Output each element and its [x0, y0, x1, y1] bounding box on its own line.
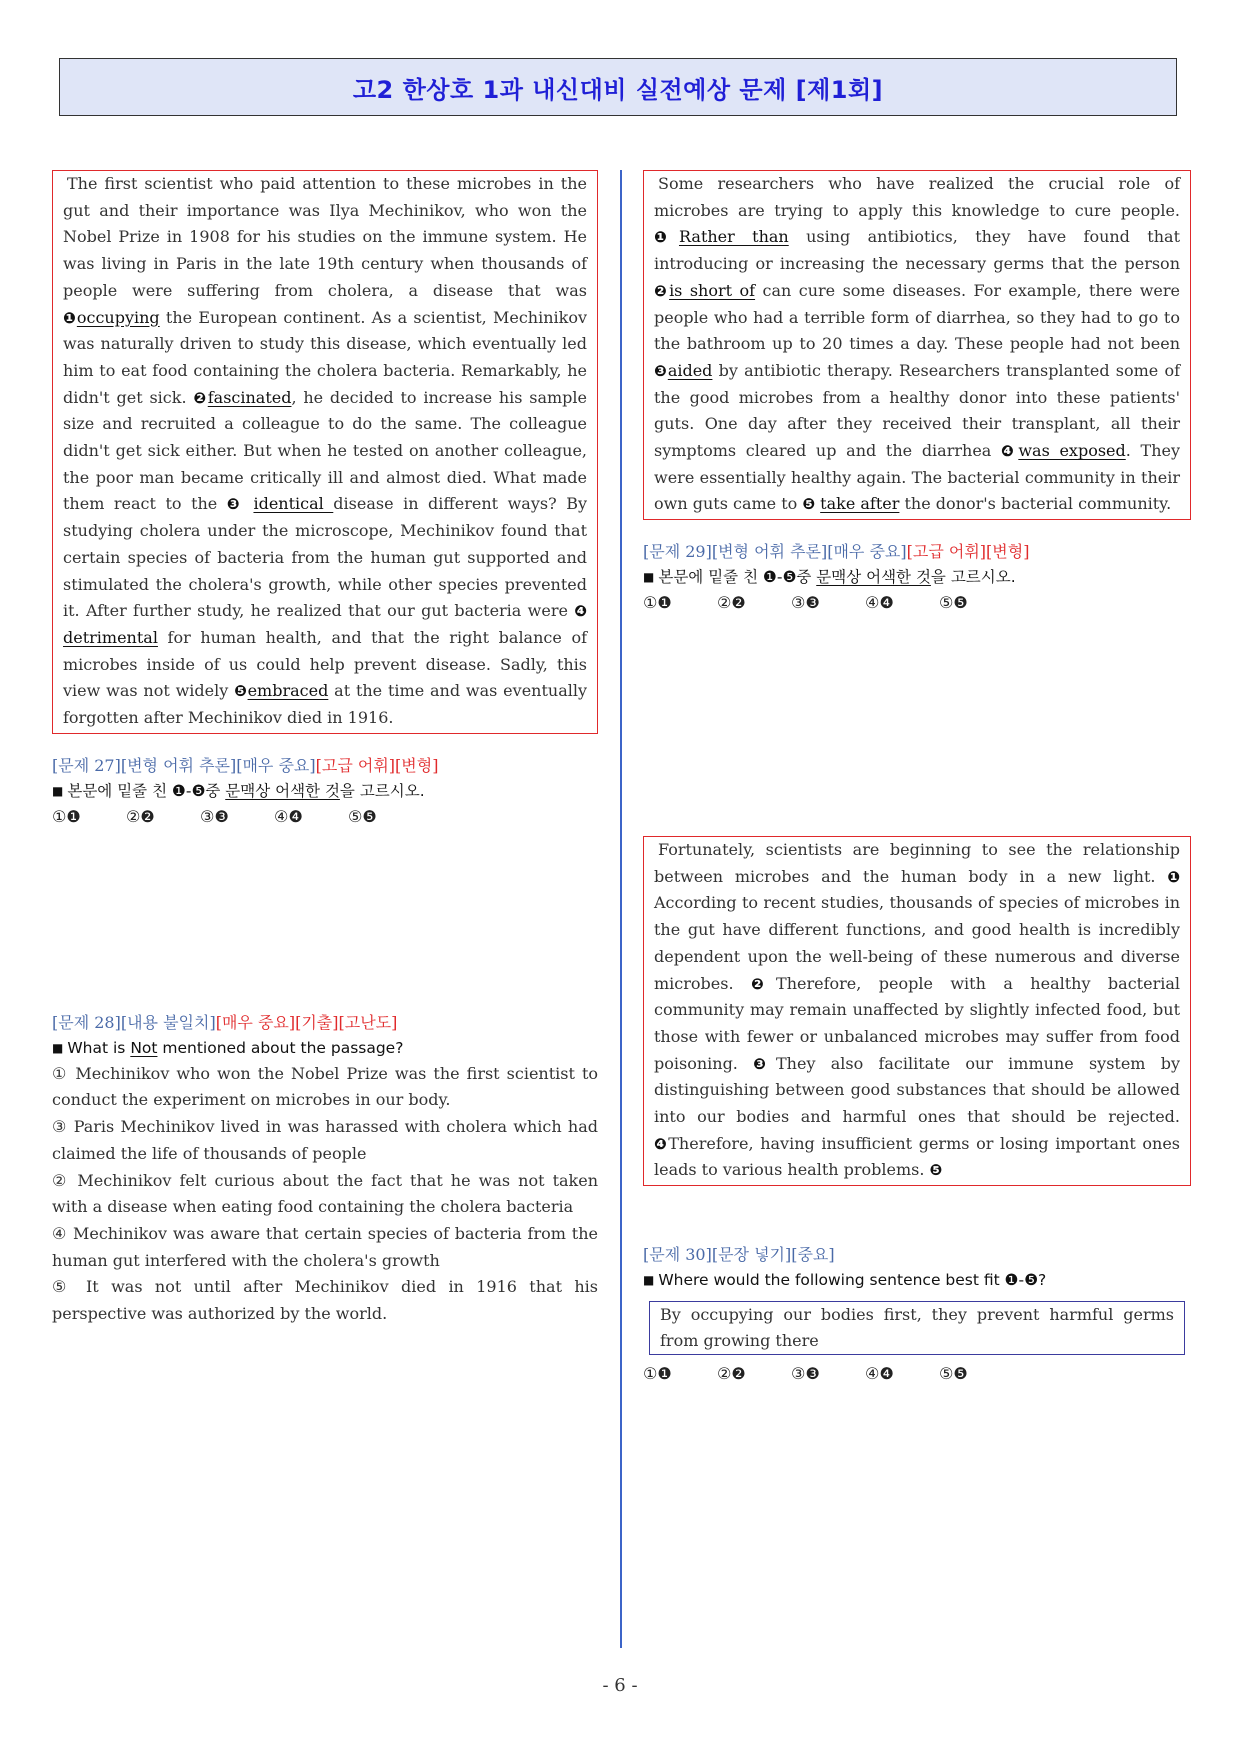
underlined-word-1: occupying: [76, 307, 160, 327]
stem-text: mentioned about the passage?: [157, 1038, 404, 1057]
stem-text: 본문에 밑줄 친 ❶-❺중: [67, 781, 226, 800]
passage-27: [52, 170, 598, 734]
choice-2[interactable]: ②❷: [717, 1364, 746, 1383]
choice-3[interactable]: ③❸: [791, 1364, 820, 1383]
passage-29: [643, 170, 1191, 520]
title-box: [59, 58, 1177, 116]
marker-2: ❷: [193, 388, 208, 407]
passage-text: by antibiotic therapy. Researchers transplanted some of the good microbes from a healthy donor into these patients' guts. One day after they received their transplant, all their symptoms cleared up and the diarrhea: [654, 360, 1181, 461]
passage-text: disease in different ways? By studying cholera under the microscope, Mechinikov found that certain species of bacteria from the human gut supported and stimulated the cholera's growth, while other species prevented it. After further study, he realized that our gut bacteria were: [63, 494, 587, 621]
choice-1[interactable]: ①❶: [643, 593, 672, 613]
underlined-word-5: embraced: [247, 681, 329, 701]
stem-text: 본문에 밑줄 친 ❶-❺중: [658, 568, 817, 587]
passage-text: the donor's bacterial community.: [899, 494, 1172, 514]
question-28-header: [52, 1010, 598, 1035]
question-tag: [문제 28][내용 불일치]: [52, 1012, 216, 1032]
marker-5: ❺: [234, 682, 248, 701]
marker-3: ❸: [654, 361, 668, 380]
question-29-choices: [643, 590, 1191, 616]
choice-4[interactable]: ④❹: [865, 1364, 894, 1383]
marker-1: ❶: [1167, 867, 1180, 886]
passage-30: [643, 836, 1191, 1186]
stem-underlined: 문맥상 어색한 것: [816, 568, 931, 587]
question-tag-red: [매우 중요][기출][고난도]: [215, 1012, 398, 1032]
marker-1: ❶: [63, 308, 77, 327]
question-28-options: [52, 1061, 598, 1328]
marker-4: ❹: [654, 1134, 669, 1153]
underlined-word-4: was exposed: [1018, 441, 1126, 461]
stem-text: 을 고르시오.: [930, 568, 1016, 587]
question-30-stem: [643, 1267, 1191, 1293]
question-tag-red: [고급 어휘][변형]: [906, 542, 1030, 562]
question-27-stem: [52, 778, 598, 804]
option-4[interactable]: ④ Mechinikov was aware that certain species of bacteria from the human gut interfered with the cholera's growth: [52, 1223, 598, 1270]
question-30-header: [643, 1242, 1191, 1267]
passage-text: Therefore, people with a healthy bacterial community may remain unaffected by slightly infected food, but those with fewer or unbalanced microbes may suffer from food poisoning.: [654, 973, 1180, 1073]
underlined-word-1: Rather than: [678, 227, 789, 247]
underlined-word-4: detrimental: [63, 627, 158, 647]
question-30-block: [643, 1242, 1191, 1387]
marker-5: ❺: [802, 495, 816, 514]
passage-text: for human health, and that the right balance of microbes inside of us could help prevent disease. Sadly, this view was not widely: [63, 627, 587, 701]
marker-4: ❹: [1001, 442, 1019, 461]
square-bullet-icon: ■: [643, 1273, 655, 1287]
marker-5: ❺: [929, 1161, 943, 1180]
marker-4: ❹: [574, 602, 587, 621]
underlined-word-3: identical: [253, 494, 334, 514]
choice-1[interactable]: ①❶: [643, 1364, 672, 1383]
passage-text: They also facilitate our immune system by distinguishing between good substances that should be allowed into our bodies and harmful ones that should be rejected.: [654, 1053, 1181, 1127]
stem-text: Where would the following sentence best fit ❶-❺?: [658, 1271, 1047, 1289]
passage-text: Some researchers who have realized the crucial role of microbes are trying to apply this knowledge to cure people.: [654, 174, 1180, 220]
option-2[interactable]: ② Mechinikov felt curious about the fact that he was not taken with a disease when eating food containing the cholera bacteria: [52, 1170, 598, 1217]
choice-5[interactable]: ⑤❺: [348, 806, 377, 826]
marker-3: ❸: [753, 1054, 776, 1073]
option-5[interactable]: ⑤ It was not until after Mechinikov died in 1916 that his perspective was authorized by the world.: [52, 1277, 598, 1324]
question-tag: [문제 29][변형 어휘 추론][매우 중요]: [643, 542, 907, 562]
choice-4[interactable]: ④❹: [274, 806, 303, 826]
choice-1[interactable]: ①❶: [52, 806, 81, 826]
question-30-choices: [643, 1361, 1191, 1387]
question-27-choices: [52, 804, 598, 830]
stem-text: 을 고르시오.: [339, 781, 425, 800]
passage-text: . They were essentially healthy again. The bacterial community in their own guts came to: [654, 441, 1181, 514]
passage-text: at the time and was eventually forgotten after Mechinikov died in 1916.: [63, 681, 588, 728]
choice-4[interactable]: ④❹: [865, 593, 894, 613]
passage-text: Fortunately, scientists are beginning to see the relationship between microbes and the human body in a new light.: [654, 840, 1180, 886]
question-29-header: [643, 539, 1191, 564]
square-bullet-icon: ■: [52, 1040, 64, 1055]
page-number: - 6 -: [602, 1675, 638, 1696]
underlined-word-3: aided: [667, 360, 713, 380]
underlined-word-2: is short of: [669, 280, 756, 300]
square-bullet-icon: ■: [52, 783, 64, 798]
marker-3: ❸: [226, 495, 244, 514]
choice-3[interactable]: ③❸: [200, 806, 229, 826]
page-title: 고2 한상호 1과 내신대비 실전예상 문제 [제1회]: [352, 75, 884, 104]
given-sentence-box: By occupying our bodies first, they prevent harmful germs from growing there: [649, 1301, 1185, 1355]
right-column: [643, 170, 1191, 1383]
underlined-word-2: fascinated: [207, 387, 292, 407]
question-29-stem: [643, 564, 1191, 590]
passage-text: Therefore, having insufficient germs or losing important ones leads to various health problems.: [654, 1133, 1181, 1180]
marker-1: ❶: [654, 228, 679, 247]
question-tag-red: [고급 어휘][변형]: [315, 755, 439, 775]
choice-5[interactable]: ⑤❺: [939, 593, 968, 613]
marker-2: ❷: [750, 974, 777, 993]
question-tag: [문제 27][변형 어휘 추론][매우 중요]: [52, 755, 316, 775]
question-28-stem: [52, 1035, 598, 1061]
passage-text: The first scientist who paid attention to these microbes in the gut and their importance was Ilya Mechinikov, who won the Nobel Prize in 1908 for his studies on the immune system. He was living in Paris in the late 19th century when thousands of people were suffering from cholera, a disease that was: [63, 174, 587, 300]
passage-text: can cure some diseases. For example, there were people who had a terrible form of diarrhea, so they had to go to the bathroom up to 20 times a day. These people had not been: [654, 280, 1181, 354]
square-bullet-icon: ■: [643, 570, 655, 585]
stem-underlined: Not: [130, 1038, 158, 1057]
choice-3[interactable]: ③❸: [791, 593, 820, 613]
option-1[interactable]: ① Mechinikov who won the Nobel Prize was the first scientist to conduct the experiment on microbes in our body.: [52, 1063, 598, 1110]
stem-text: What is: [67, 1038, 131, 1057]
left-column: [52, 170, 598, 1328]
choice-2[interactable]: ②❷: [126, 806, 155, 826]
question-tag: [문제 30][문장 넣기][중요]: [643, 1245, 835, 1264]
passage-text: According to recent studies, thousands of species of microbes in the gut have different functions, and good health is incredibly dependent upon the well-being of these numerous and diverse microbes.: [654, 893, 1180, 993]
passage-text: the European continent. As a scientist, Mechinikov was naturally driven to study this disease, which eventually led him to eat food containing the cholera bacteria. Remarkably, he didn't get sick.: [63, 307, 588, 407]
passage-text: , he decided to increase his sample size and recruited a colleague to do the same. The colleague didn't get sick either. But when he tested on another colleague, the poor man became critically ill and almost died. What made them react to the: [63, 387, 588, 514]
choice-2[interactable]: ②❷: [717, 593, 746, 613]
underlined-word-5: take after: [820, 494, 900, 514]
question-27-header: [52, 753, 598, 778]
option-3[interactable]: ③ Paris Mechinikov lived in was harassed with cholera which had claimed the life of thousands of people: [52, 1117, 598, 1163]
choice-5[interactable]: ⑤❺: [939, 1364, 968, 1383]
passage-text: using antibiotics, they have found that introducing or increasing the necessary germs that the person: [654, 227, 1180, 274]
stem-underlined: 문맥상 어색한 것: [225, 781, 340, 800]
column-divider: [620, 170, 622, 1648]
marker-2: ❷: [654, 281, 670, 300]
